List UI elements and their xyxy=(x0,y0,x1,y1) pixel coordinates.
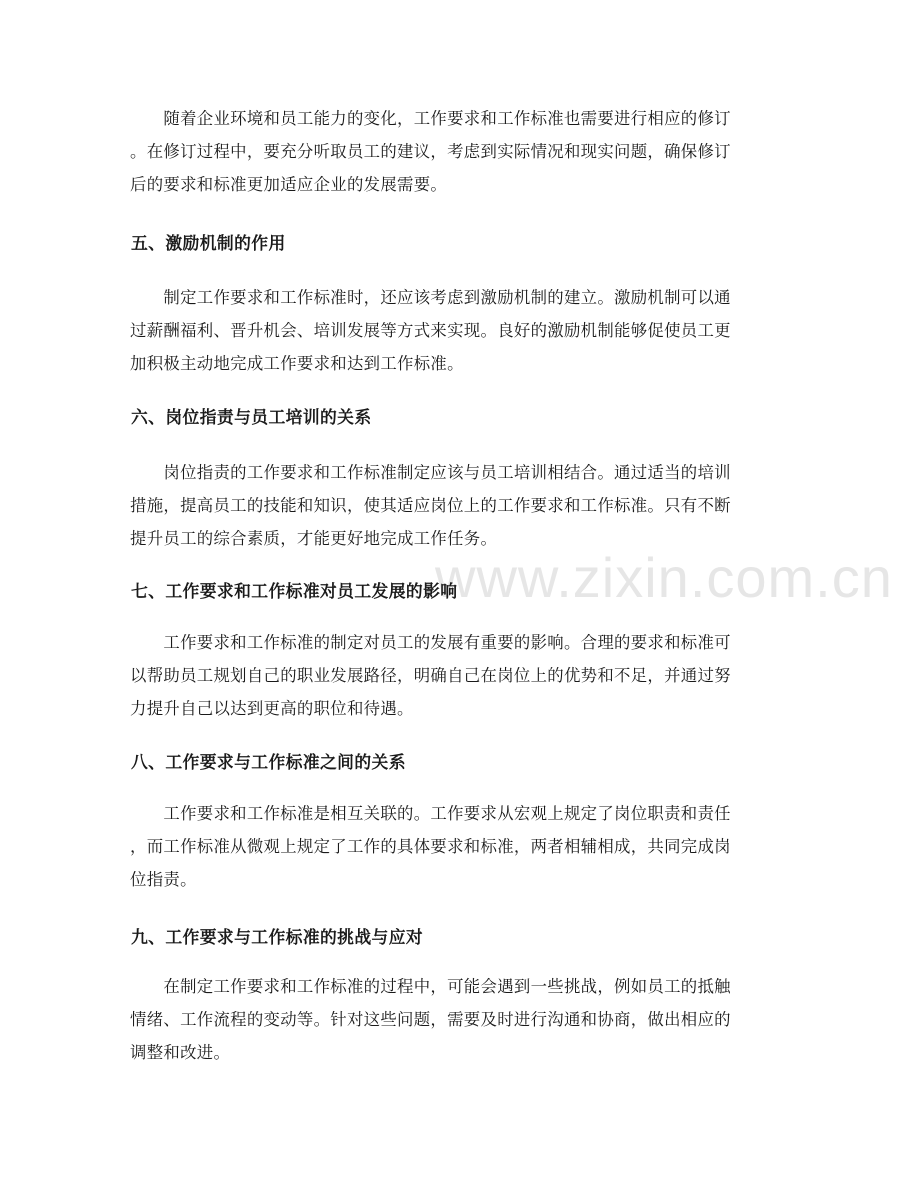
paragraph-line: 调整和改进。 xyxy=(130,1043,231,1062)
paragraph-line: 提升员工的综合素质，才能更好地完成工作任务。 xyxy=(130,529,498,548)
paragraph-line: ，而工作标准从微观上规定了工作的具体要求和标准，两者相辅相成，共同完成岗 xyxy=(130,837,731,856)
paragraph-line: 。在修订过程中，要充分听取员工的建议，考虑到实际情况和现实问题，确保修订 xyxy=(130,142,731,161)
paragraph-line: 以帮助员工规划自己的职业发展路径，明确自己在岗位上的优势和不足，并通过努 xyxy=(130,666,731,685)
section-heading-9: 九、工作要求与工作标准的挑战与应对 xyxy=(131,927,424,947)
paragraph-line: 措施，提高员工的技能和知识，使其适应岗位上的工作要求和工作标准。只有不断 xyxy=(130,496,731,515)
paragraph-line: 制定工作要求和工作标准时，还应该考虑到激励机制的建立。激励机制可以通 xyxy=(130,288,731,307)
paragraph-development xyxy=(130,626,800,725)
paragraph-line: 后的要求和标准更加适应企业的发展需要。 xyxy=(130,175,448,194)
paragraph-relationship xyxy=(130,797,800,896)
paragraph-line: 力提升自己以达到更高的职位和待遇。 xyxy=(130,699,414,718)
paragraph-incentive xyxy=(130,281,800,380)
paragraph-line: 过薪酬福利、晋升机会、培训发展等方式来实现。良好的激励机制能够促使员工更 xyxy=(130,321,731,340)
paragraph-line: 在制定工作要求和工作标准的过程中，可能会遇到一些挑战，例如员工的抵触 xyxy=(130,977,731,996)
section-heading-5: 五、激励机制的作用 xyxy=(131,233,286,253)
paragraph-line: 加积极主动地完成工作要求和达到工作标准。 xyxy=(130,354,464,373)
paragraph-line: 工作要求和工作标准是相互关联的。工作要求从宏观上规定了岗位职责和责任 xyxy=(130,804,731,823)
paragraph-line: 情绪、工作流程的变动等。针对这些问题，需要及时进行沟通和协商，做出相应的 xyxy=(130,1010,731,1029)
paragraph-line: 随着企业环境和员工能力的变化，工作要求和工作标准也需要进行相应的修订 xyxy=(130,109,731,128)
paragraph-training xyxy=(130,456,800,555)
paragraph-challenges xyxy=(130,970,800,1069)
paragraph-line: 工作要求和工作标准的制定对员工的发展有重要的影响。合理的要求和标准可 xyxy=(130,633,731,652)
paragraph-line: 岗位指责的工作要求和工作标准制定应该与员工培训相结合。通过适当的培训 xyxy=(130,463,731,482)
section-heading-8: 八、工作要求与工作标准之间的关系 xyxy=(131,752,406,772)
section-heading-6: 六、岗位指责与员工培训的关系 xyxy=(131,407,372,427)
paragraph-line: 位指责。 xyxy=(130,870,197,889)
section-heading-7: 七、工作要求和工作标准对员工发展的影响 xyxy=(131,581,458,601)
paragraph-revision xyxy=(130,102,800,201)
watermark: www.zixin.com.cn xyxy=(435,546,893,609)
